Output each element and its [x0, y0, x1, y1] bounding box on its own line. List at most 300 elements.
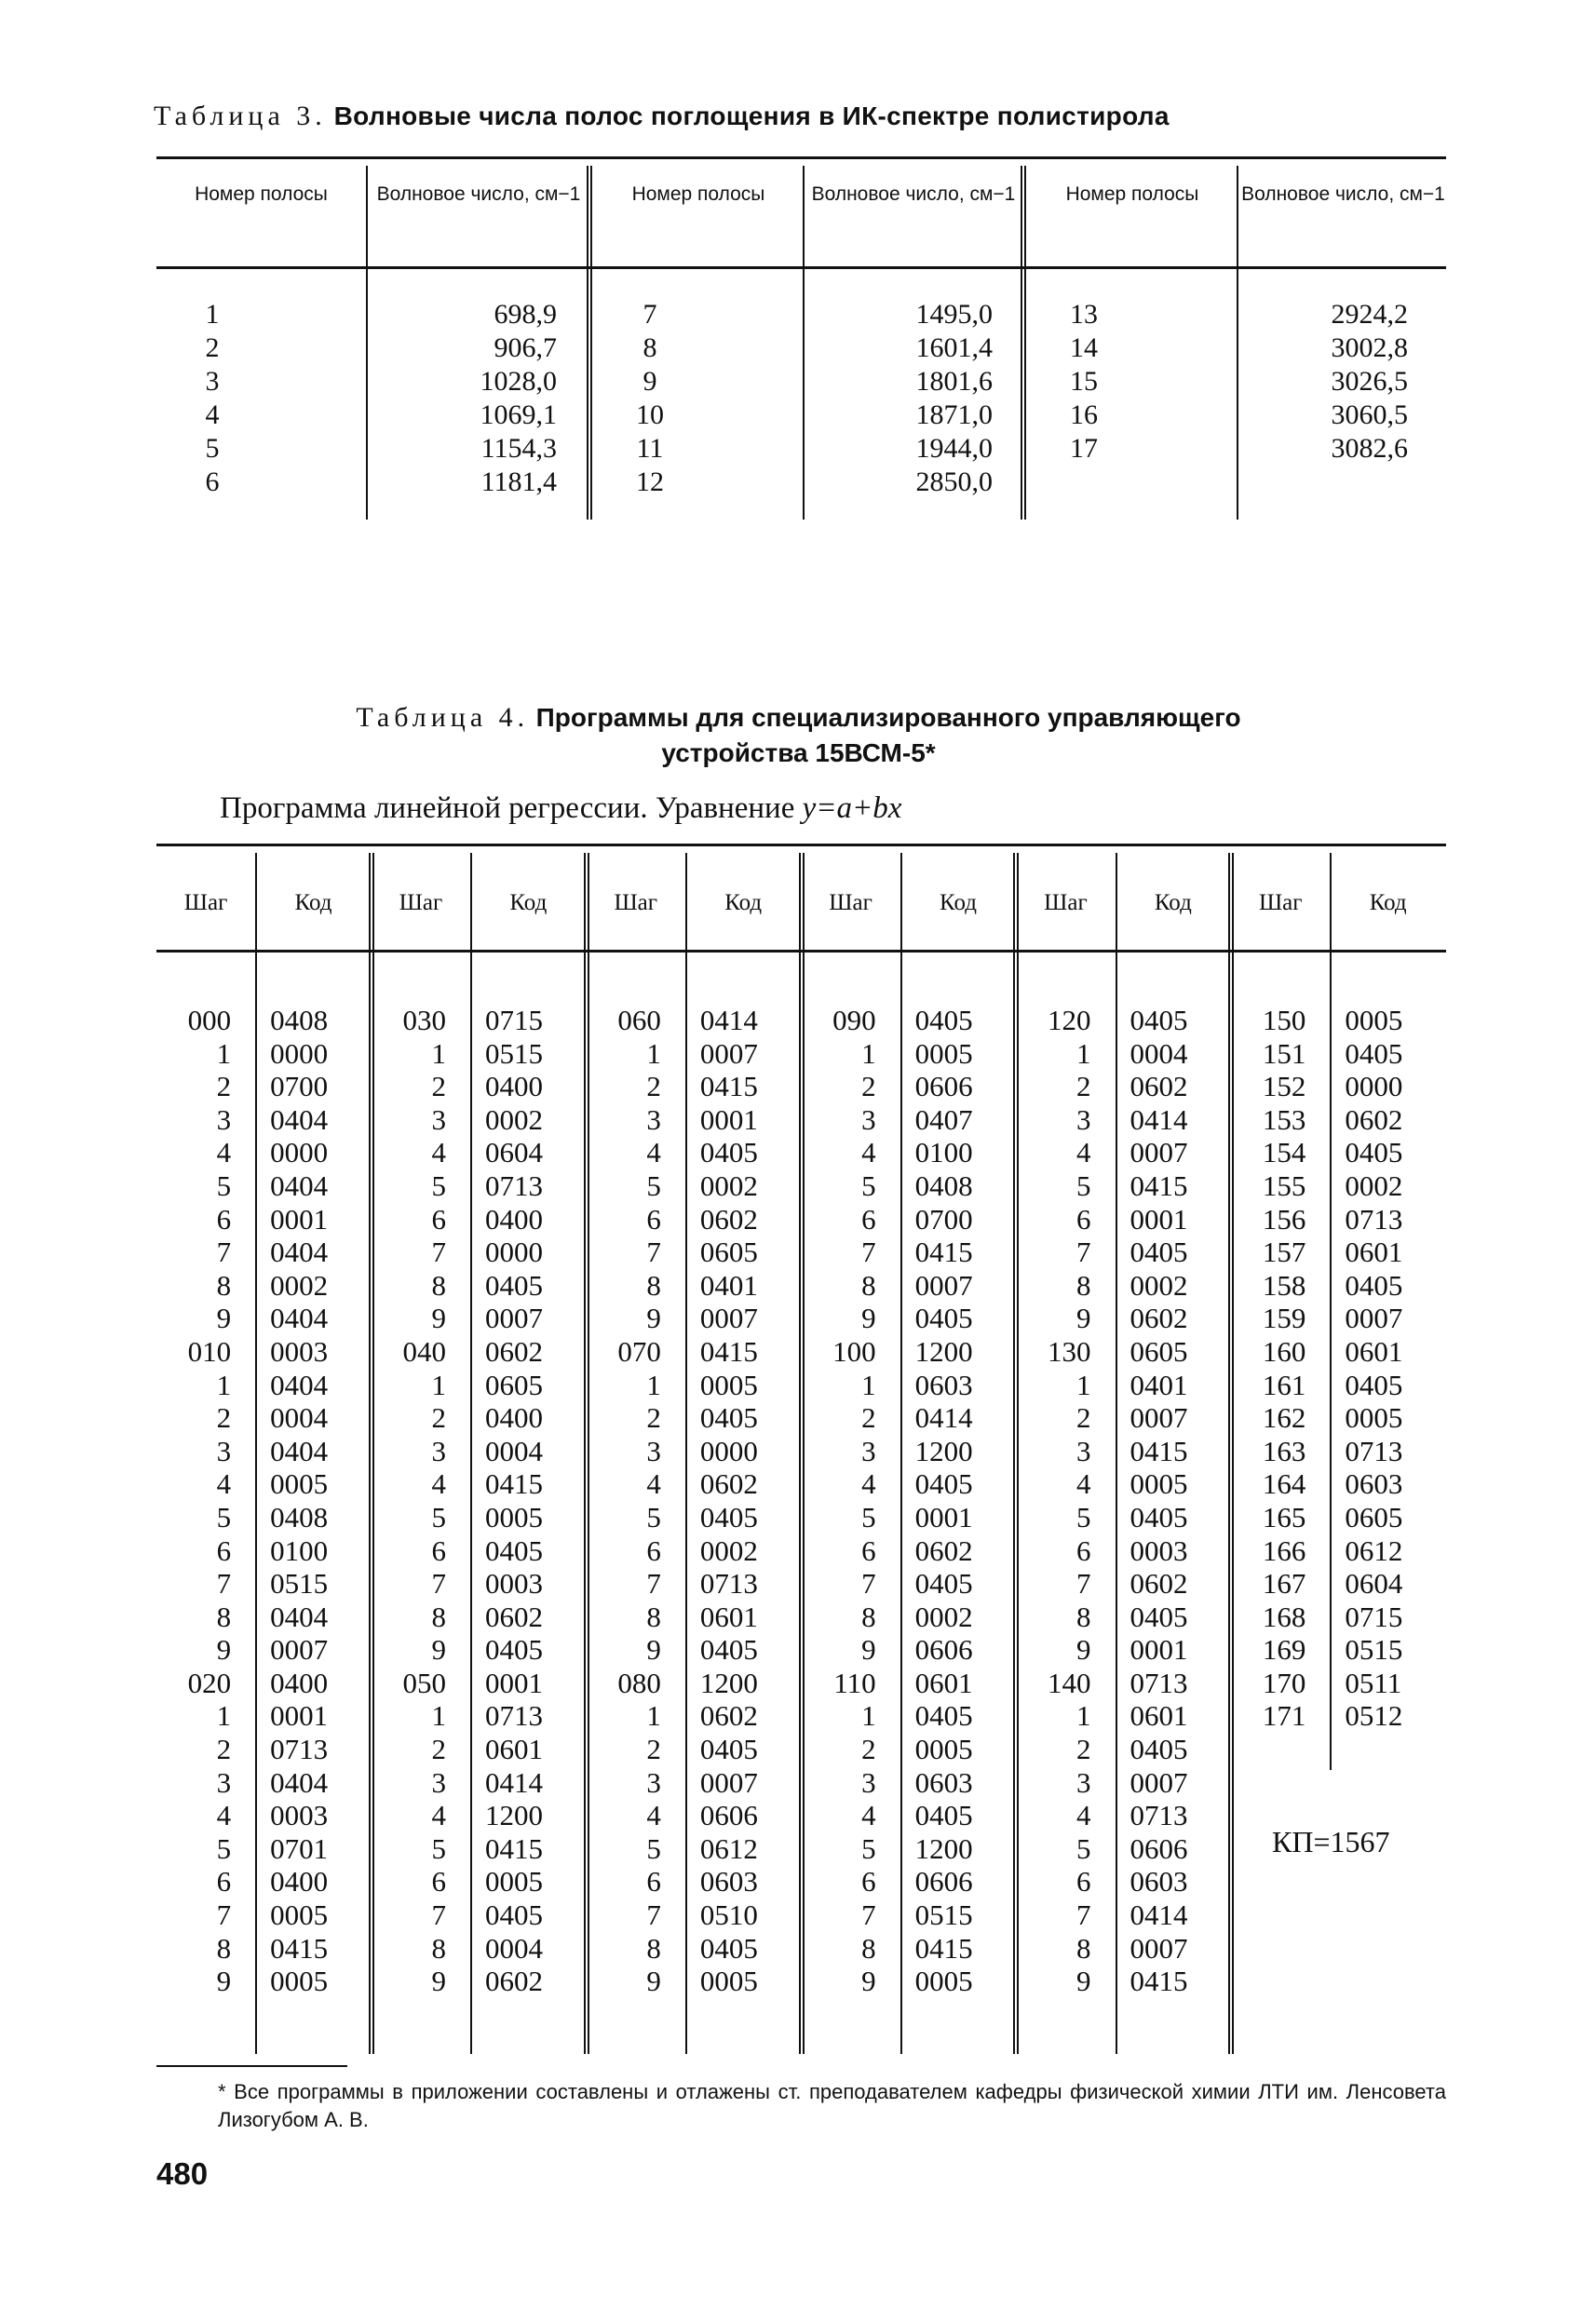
step-value: 1 — [431, 1699, 446, 1733]
code-value: 0715 — [1345, 1600, 1403, 1633]
code-value: 0601 — [1345, 1334, 1403, 1368]
code-value: 0713 — [1129, 1666, 1188, 1699]
code-value: 0414 — [1129, 1898, 1188, 1932]
code-value: 0603 — [1345, 1467, 1403, 1501]
step-value: 140 — [1048, 1666, 1091, 1699]
table3-number-column — [1028, 298, 1140, 466]
code-value: 0005 — [270, 1467, 329, 1501]
code-value: 0007 — [485, 1302, 544, 1335]
table4-step-column — [587, 1004, 661, 1998]
step-value: 6 — [216, 1202, 232, 1236]
step-value: 169 — [1262, 1633, 1306, 1667]
step-value: 1 — [646, 1699, 661, 1733]
code-value: 1200 — [914, 1334, 973, 1368]
code-value: 0515 — [1345, 1633, 1403, 1667]
code-value: 0000 — [1345, 1070, 1403, 1103]
step-value: 5 — [431, 1831, 446, 1865]
table4-header-step: Шаг — [614, 890, 658, 915]
step-value: 9 — [1076, 1965, 1091, 1998]
code-value: 0001 — [914, 1500, 973, 1534]
step-value: 8 — [646, 1931, 661, 1965]
code-value: 0004 — [270, 1401, 329, 1435]
table4-header-step: Шаг — [399, 890, 443, 915]
wavenumber-value: 1028,0 — [480, 366, 557, 397]
step-value: 080 — [617, 1666, 661, 1699]
code-value: 0001 — [1129, 1633, 1188, 1667]
code-value: 0515 — [914, 1898, 973, 1932]
step-value: 4 — [216, 1136, 232, 1169]
page-number: 480 — [156, 2156, 209, 2191]
step-value: 3 — [431, 1765, 446, 1799]
code-value: 0400 — [485, 1070, 544, 1103]
step-value: 2 — [1076, 1401, 1091, 1435]
code-value: 0007 — [1129, 1765, 1188, 1799]
band-number: 8 — [642, 332, 657, 363]
table3-title — [154, 101, 1443, 132]
band-number: 6 — [205, 466, 220, 497]
code-value: 0602 — [1345, 1102, 1403, 1136]
step-value: 2 — [431, 1401, 446, 1435]
band-number: 2 — [205, 332, 220, 363]
wavenumber-value: 3026,5 — [1331, 366, 1408, 397]
step-value: 165 — [1262, 1500, 1306, 1534]
step-value: 157 — [1262, 1236, 1306, 1269]
step-value: 4 — [431, 1136, 446, 1169]
band-number: 4 — [205, 399, 220, 430]
code-value: 1200 — [914, 1434, 973, 1467]
table3-divider — [1237, 166, 1238, 520]
step-value: 3 — [861, 1102, 876, 1136]
step-value: 4 — [646, 1799, 661, 1832]
table4 — [156, 844, 1446, 2054]
code-value: 0405 — [699, 1500, 758, 1534]
code-value: 0602 — [485, 1334, 544, 1368]
code-value: 0415 — [914, 1236, 973, 1269]
table4-title-line1: Программы для специализированного управляющего — [535, 703, 1241, 732]
code-value: 0003 — [270, 1799, 329, 1832]
step-value: 163 — [1262, 1434, 1306, 1467]
step-value: 9 — [1076, 1633, 1091, 1667]
code-value: 0004 — [1129, 1036, 1188, 1070]
code-value: 0713 — [270, 1733, 329, 1766]
table4-title — [154, 700, 1443, 771]
code-value: 0713 — [1129, 1799, 1188, 1832]
table4-header-step: Шаг — [1044, 890, 1088, 915]
code-value: 0415 — [485, 1831, 544, 1865]
step-value: 1 — [216, 1368, 232, 1401]
code-value: 0715 — [485, 1004, 544, 1036]
wavenumber-value: 3082,6 — [1331, 433, 1408, 464]
code-value: 0005 — [1345, 1401, 1403, 1435]
step-value: 8 — [861, 1600, 876, 1633]
step-value: 171 — [1262, 1699, 1306, 1733]
step-value: 1 — [646, 1036, 661, 1070]
code-value: 0713 — [485, 1699, 544, 1733]
step-value: 8 — [861, 1268, 876, 1302]
table3-title-text: Волновые числа полос поглощения в ИК-спектре полистирола — [333, 101, 1170, 130]
step-value: 156 — [1262, 1202, 1306, 1236]
wavenumber-value: 2850,0 — [915, 466, 993, 497]
step-value: 3 — [646, 1434, 661, 1467]
code-value: 0002 — [485, 1102, 544, 1136]
code-value: 0414 — [1129, 1102, 1188, 1136]
code-value: 0007 — [1129, 1401, 1188, 1435]
code-value: 0405 — [1129, 1733, 1188, 1766]
step-value: 3 — [1076, 1102, 1091, 1136]
step-value: 3 — [216, 1102, 232, 1136]
step-value: 8 — [1076, 1600, 1091, 1633]
step-value: 1 — [1076, 1368, 1091, 1401]
code-value: 0404 — [270, 1600, 329, 1633]
step-value: 3 — [646, 1765, 661, 1799]
table4-code-column — [1345, 1004, 1442, 1733]
code-value: 0000 — [270, 1036, 329, 1070]
step-value: 070 — [617, 1334, 661, 1368]
step-value: 130 — [1048, 1334, 1091, 1368]
code-value: 0605 — [485, 1368, 544, 1401]
step-value: 150 — [1262, 1004, 1306, 1036]
code-value: 0405 — [914, 1004, 973, 1036]
step-value: 4 — [861, 1799, 876, 1832]
code-value: 0603 — [699, 1865, 758, 1898]
band-number: 11 — [636, 433, 664, 464]
step-value: 4 — [431, 1467, 446, 1501]
step-value: 7 — [1076, 1236, 1091, 1269]
step-value: 050 — [402, 1666, 446, 1699]
step-value: 5 — [861, 1169, 876, 1202]
code-value: 0007 — [1129, 1931, 1188, 1965]
kp-value: КП=1567 — [1272, 1825, 1390, 1858]
step-value: 8 — [646, 1268, 661, 1302]
code-value: 0405 — [485, 1268, 544, 1302]
table3-number-column — [156, 298, 268, 499]
step-value: 6 — [646, 1865, 661, 1898]
code-value: 0405 — [485, 1633, 544, 1667]
code-value: 0606 — [914, 1633, 973, 1667]
table3-divider — [1021, 166, 1026, 520]
step-value: 6 — [861, 1865, 876, 1898]
band-number: 14 — [1070, 332, 1098, 363]
step-value: 1 — [431, 1036, 446, 1070]
step-value: 060 — [617, 1004, 661, 1036]
step-value: 090 — [832, 1004, 876, 1036]
table4-header-code: Код — [1154, 890, 1192, 915]
band-number: 10 — [636, 399, 664, 430]
step-value: 9 — [431, 1633, 446, 1667]
code-value: 0400 — [270, 1666, 329, 1699]
step-value: 6 — [646, 1534, 661, 1567]
code-value: 0415 — [270, 1931, 329, 1965]
table3-header-wavenumber: Волновое число, см−1 — [811, 183, 1016, 205]
step-value: 9 — [646, 1302, 661, 1335]
code-value: 0001 — [270, 1699, 329, 1733]
code-value: 0415 — [1129, 1965, 1188, 1998]
step-value: 100 — [832, 1334, 876, 1368]
code-value: 0405 — [485, 1534, 544, 1567]
step-value: 9 — [431, 1302, 446, 1335]
wavenumber-value: 1181,4 — [480, 466, 557, 497]
code-value: 0005 — [1345, 1004, 1403, 1036]
code-value: 0002 — [699, 1169, 758, 1202]
step-value: 152 — [1262, 1070, 1306, 1103]
code-value: 0602 — [914, 1534, 973, 1567]
step-value: 9 — [646, 1633, 661, 1667]
code-value: 1200 — [485, 1799, 544, 1832]
step-value: 4 — [431, 1799, 446, 1832]
step-value: 5 — [216, 1169, 232, 1202]
table4-code-column — [270, 1004, 368, 1998]
code-value: 0415 — [699, 1070, 758, 1103]
code-value: 0405 — [1345, 1268, 1403, 1302]
step-value: 3 — [431, 1102, 446, 1136]
code-value: 0405 — [914, 1567, 973, 1601]
code-value: 0606 — [1129, 1831, 1188, 1865]
footnote — [156, 2078, 1446, 2134]
wavenumber-value: 906,7 — [494, 332, 557, 363]
code-value: 0003 — [485, 1567, 544, 1601]
step-value: 1 — [646, 1368, 661, 1401]
code-value: 0000 — [485, 1236, 544, 1269]
table3-wavenumber-column — [371, 298, 557, 499]
code-value: 0415 — [485, 1467, 544, 1501]
step-value: 8 — [216, 1268, 232, 1302]
code-value: 0601 — [699, 1600, 758, 1633]
code-value: 0415 — [699, 1334, 758, 1368]
table4-divider — [685, 853, 687, 2054]
code-value: 0713 — [1345, 1434, 1403, 1467]
step-value: 4 — [1076, 1136, 1091, 1169]
code-value: 0605 — [699, 1236, 758, 1269]
step-value: 2 — [216, 1401, 232, 1435]
table4-top-rule — [156, 844, 1446, 846]
band-number: 17 — [1070, 433, 1098, 464]
step-value: 1 — [861, 1699, 876, 1733]
step-value: 2 — [646, 1070, 661, 1103]
code-value: 0400 — [270, 1865, 329, 1898]
code-value: 0002 — [1345, 1169, 1403, 1202]
step-value: 2 — [646, 1733, 661, 1766]
code-value: 0004 — [485, 1931, 544, 1965]
step-value: 020 — [187, 1666, 232, 1699]
step-value: 5 — [646, 1831, 661, 1865]
table3-divider — [366, 166, 368, 520]
table4-header-code: Код — [509, 890, 548, 915]
step-value: 8 — [431, 1600, 446, 1633]
code-value: 0005 — [270, 1898, 329, 1932]
code-value: 0515 — [485, 1036, 544, 1070]
table4-subtitle-text: Программа линейной регрессии. Уравнение — [220, 791, 795, 825]
code-value: 1200 — [699, 1666, 758, 1699]
code-value: 0007 — [699, 1302, 758, 1335]
step-value: 170 — [1262, 1666, 1306, 1699]
step-value: 5 — [1076, 1831, 1091, 1865]
code-value: 0007 — [914, 1268, 973, 1302]
step-value: 5 — [1076, 1169, 1091, 1202]
code-value: 0005 — [914, 1036, 973, 1070]
step-value: 8 — [216, 1600, 232, 1633]
code-value: 0007 — [1345, 1302, 1403, 1335]
table3-header-rule — [156, 266, 1446, 269]
code-value: 0701 — [270, 1831, 329, 1865]
code-value: 0604 — [485, 1136, 544, 1169]
code-value: 0515 — [270, 1567, 329, 1601]
code-value: 0606 — [699, 1799, 758, 1832]
step-value: 5 — [216, 1831, 232, 1865]
step-value: 2 — [431, 1733, 446, 1766]
step-value: 7 — [431, 1236, 446, 1269]
code-value: 0601 — [914, 1666, 973, 1699]
step-value: 4 — [861, 1136, 876, 1169]
step-value: 3 — [431, 1434, 446, 1467]
code-value: 0405 — [699, 1733, 758, 1766]
code-value: 0005 — [485, 1500, 544, 1534]
step-value: 6 — [861, 1202, 876, 1236]
step-value: 5 — [646, 1500, 661, 1534]
band-number: 5 — [205, 433, 220, 464]
code-value: 0405 — [1129, 1500, 1188, 1534]
code-value: 0404 — [270, 1765, 329, 1799]
step-value: 2 — [861, 1733, 876, 1766]
step-value: 162 — [1262, 1401, 1306, 1435]
code-value: 0414 — [914, 1401, 973, 1435]
step-value: 7 — [431, 1567, 446, 1601]
code-value: 0414 — [485, 1765, 544, 1799]
step-value: 4 — [646, 1467, 661, 1501]
step-value: 9 — [861, 1302, 876, 1335]
code-value: 0405 — [1345, 1036, 1403, 1070]
step-value: 6 — [1076, 1534, 1091, 1567]
step-value: 3 — [646, 1102, 661, 1136]
code-value: 0100 — [914, 1136, 973, 1169]
step-value: 159 — [1262, 1302, 1306, 1335]
step-value: 3 — [216, 1765, 232, 1799]
step-value: 155 — [1262, 1169, 1306, 1202]
step-value: 7 — [431, 1898, 446, 1932]
wavenumber-value: 1871,0 — [915, 399, 993, 430]
step-value: 6 — [1076, 1865, 1091, 1898]
step-value: 7 — [216, 1567, 232, 1601]
code-value: 0405 — [1345, 1368, 1403, 1401]
code-value: 0005 — [914, 1733, 973, 1766]
step-value: 7 — [861, 1567, 876, 1601]
step-value: 7 — [646, 1898, 661, 1932]
code-value: 0602 — [485, 1600, 544, 1633]
code-value: 0405 — [699, 1931, 758, 1965]
code-value: 0601 — [1129, 1699, 1188, 1733]
table4-header-code: Код — [724, 890, 763, 915]
step-value: 3 — [1076, 1434, 1091, 1467]
step-value: 1 — [216, 1036, 232, 1070]
step-value: 7 — [216, 1236, 232, 1269]
code-value: 0606 — [914, 1865, 973, 1898]
code-value: 0007 — [699, 1036, 758, 1070]
table4-header-code: Код — [940, 890, 977, 915]
code-value: 0602 — [1129, 1070, 1188, 1103]
step-value: 6 — [431, 1865, 446, 1898]
code-value: 0404 — [270, 1368, 329, 1401]
table4-header-step: Шаг — [1258, 890, 1303, 915]
band-number: 9 — [642, 366, 657, 397]
code-value: 0603 — [1129, 1865, 1188, 1898]
code-value: 0405 — [485, 1898, 544, 1932]
code-value: 0405 — [914, 1799, 973, 1832]
code-value: 0408 — [914, 1169, 973, 1202]
step-value: 040 — [402, 1334, 446, 1368]
step-value: 9 — [861, 1965, 876, 1998]
code-value: 0512 — [1345, 1699, 1403, 1733]
step-value: 110 — [833, 1666, 876, 1699]
code-value: 0605 — [1129, 1334, 1188, 1368]
step-value: 167 — [1262, 1567, 1306, 1601]
table3 — [156, 156, 1446, 520]
code-value: 0606 — [914, 1070, 973, 1103]
code-value: 0700 — [270, 1070, 329, 1103]
step-value: 7 — [861, 1898, 876, 1932]
code-value: 0001 — [270, 1202, 329, 1236]
step-value: 5 — [646, 1169, 661, 1202]
table4-header-step: Шаг — [183, 890, 228, 915]
code-value: 1200 — [914, 1831, 973, 1865]
step-value: 5 — [431, 1169, 446, 1202]
step-value: 8 — [431, 1268, 446, 1302]
code-value: 0405 — [914, 1467, 973, 1501]
table4-step-column — [802, 1004, 876, 1998]
step-value: 8 — [646, 1600, 661, 1633]
step-value: 4 — [861, 1467, 876, 1501]
band-number: 12 — [636, 466, 664, 497]
step-value: 2 — [431, 1070, 446, 1103]
step-value: 161 — [1262, 1368, 1306, 1401]
code-value: 0405 — [914, 1302, 973, 1335]
table4-code-column — [1130, 1004, 1228, 1998]
code-value: 0603 — [914, 1765, 973, 1799]
table4-step-column — [1016, 1004, 1090, 1998]
code-value: 0713 — [1345, 1202, 1403, 1236]
code-value: 0713 — [699, 1567, 758, 1601]
step-value: 7 — [861, 1236, 876, 1269]
step-value: 9 — [861, 1633, 876, 1667]
step-value: 6 — [431, 1202, 446, 1236]
code-value: 0007 — [699, 1765, 758, 1799]
code-value: 0602 — [699, 1699, 758, 1733]
step-value: 9 — [431, 1965, 446, 1998]
code-value: 0407 — [914, 1102, 973, 1136]
wavenumber-value: 1601,4 — [915, 332, 993, 363]
table4-header-code: Код — [1369, 890, 1407, 915]
step-value: 2 — [861, 1401, 876, 1435]
table3-header-number: Номер полосы — [195, 183, 328, 205]
step-value: 3 — [216, 1434, 232, 1467]
code-value: 0001 — [485, 1666, 544, 1699]
code-value: 0700 — [914, 1202, 973, 1236]
code-value: 0003 — [270, 1334, 329, 1368]
step-value: 158 — [1262, 1268, 1306, 1302]
step-value: 1 — [1076, 1699, 1091, 1733]
code-value: 0602 — [699, 1202, 758, 1236]
table4-code-column — [915, 1004, 1013, 1998]
code-value: 0603 — [914, 1368, 973, 1401]
code-value: 0100 — [270, 1534, 329, 1567]
code-value: 0602 — [485, 1965, 544, 1998]
code-value: 0404 — [270, 1102, 329, 1136]
table4-divider — [1116, 853, 1117, 2054]
step-value: 6 — [216, 1865, 232, 1898]
band-number: 16 — [1070, 399, 1098, 430]
table3-header-number: Номер полосы — [1065, 183, 1199, 205]
step-value: 8 — [1076, 1931, 1091, 1965]
step-value: 8 — [1076, 1268, 1091, 1302]
step-value: 3 — [1076, 1765, 1091, 1799]
